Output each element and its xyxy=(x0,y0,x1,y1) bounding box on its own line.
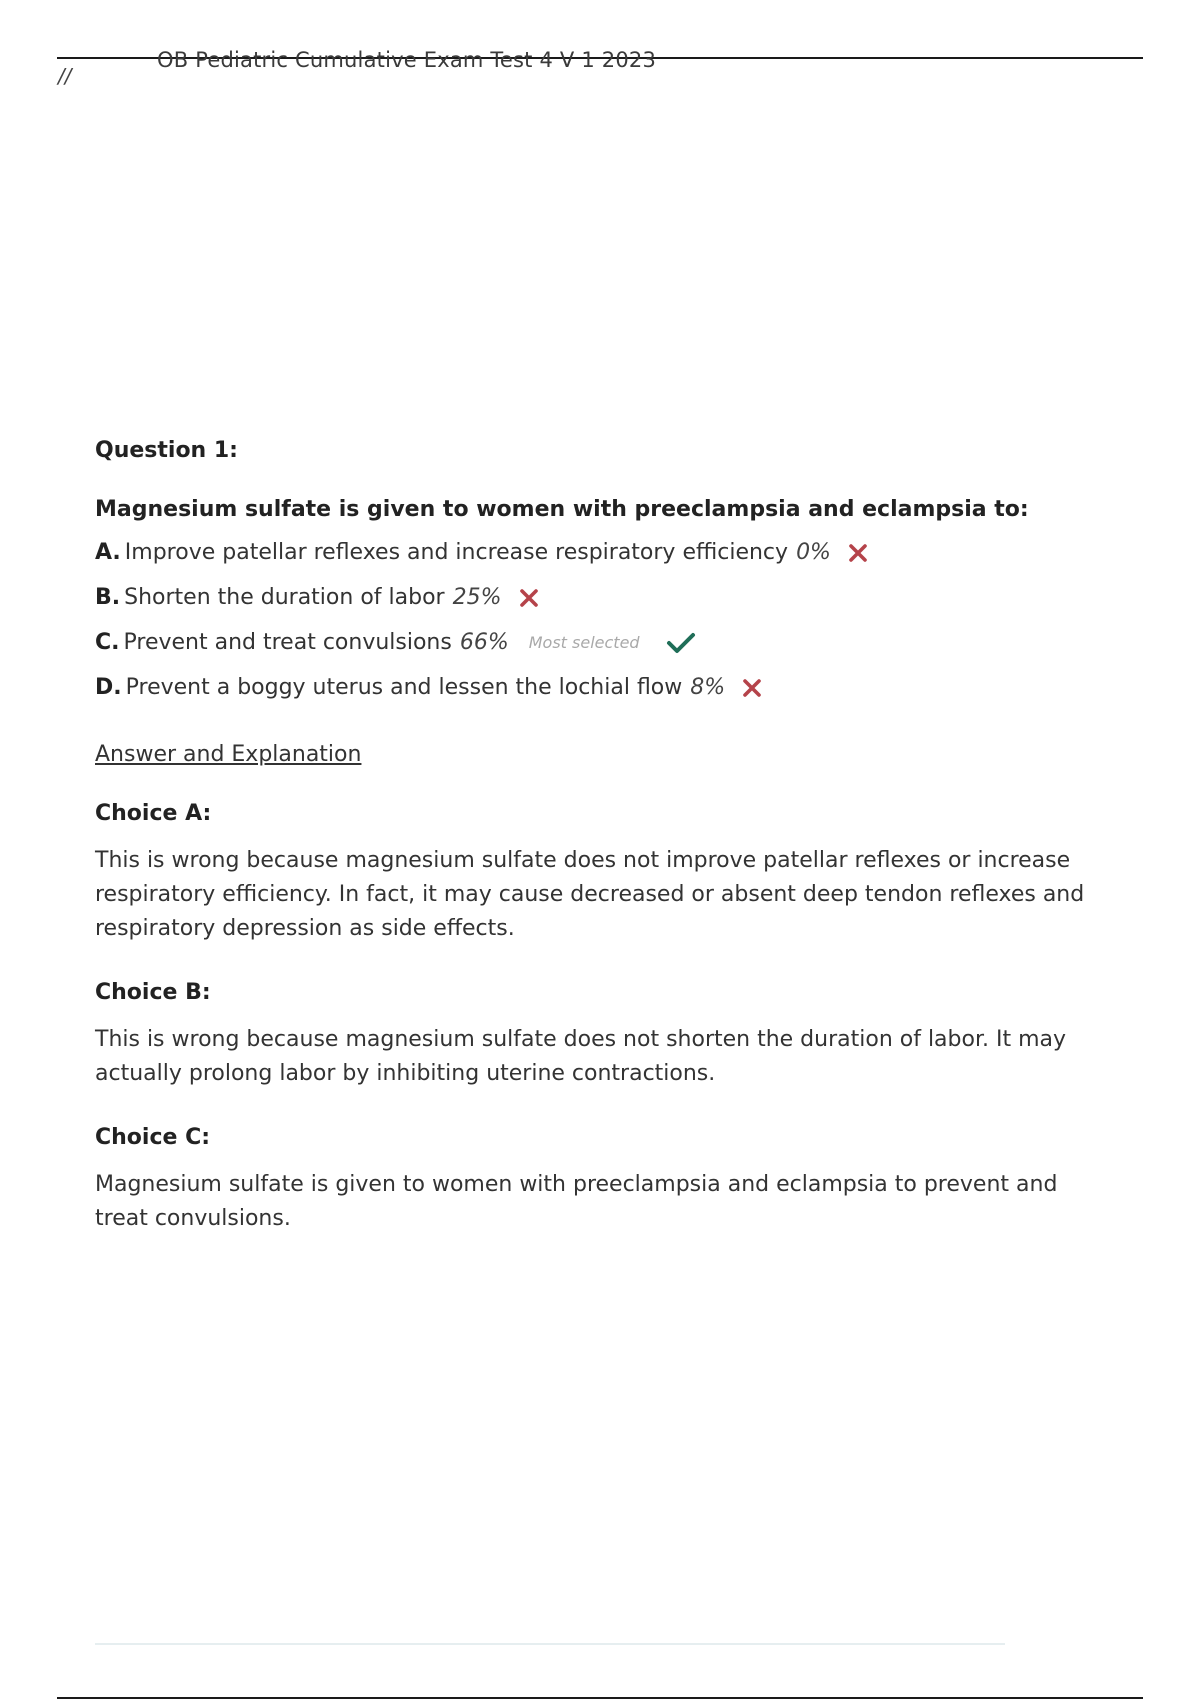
option-percent: 0% xyxy=(796,540,831,565)
choice-b-text: This is wrong because magnesium sulfate does not shorten the duration of labor. It may actually prolong labor by inhibiting uterine contractions. xyxy=(95,1027,1067,1086)
option-text: Improve patellar reflexes and increase respiratory efficiency xyxy=(124,540,789,565)
option-percent: 8% xyxy=(690,675,726,700)
option-letter: B. xyxy=(95,585,121,610)
option-c[interactable] xyxy=(95,628,1105,658)
check-icon xyxy=(666,631,696,655)
option-text: Prevent and treat convulsions xyxy=(123,630,452,655)
option-percent: 25% xyxy=(452,585,502,610)
option-text: Shorten the duration of labor xyxy=(124,585,445,610)
question-content xyxy=(95,438,1105,1270)
x-icon xyxy=(518,587,540,609)
footer-divider xyxy=(95,1643,1005,1645)
document-title: OB Pediatric Cumulative Exam Test 4 V 1 2023 xyxy=(157,48,657,72)
option-percent: 66% xyxy=(459,630,509,655)
choice-a-label: Choice A: xyxy=(95,801,212,826)
option-text: Prevent a boggy uterus and lessen the lochial flow xyxy=(125,675,683,700)
question-text: Magnesium sulfate is given to women with preeclampsia and eclampsia to: xyxy=(95,497,1029,522)
most-selected-badge: Most selected xyxy=(528,633,640,652)
option-letter: A. xyxy=(95,540,121,565)
x-icon xyxy=(847,542,869,564)
question-label: Question 1: xyxy=(95,438,238,463)
choice-a-text: This is wrong because magnesium sulfate does not improve patellar reflexes or increase respiratory efficiency. In fact, it may cause decreased or absent deep tendon reflexes and respiratory depression as side effects. xyxy=(95,848,1085,941)
option-b[interactable] xyxy=(95,583,1105,613)
choice-c-label: Choice C: xyxy=(95,1125,211,1150)
answer-explanation-link[interactable]: Answer and Explanation xyxy=(95,742,362,767)
option-d[interactable] xyxy=(95,673,1105,703)
option-a[interactable] xyxy=(95,538,1105,568)
x-icon xyxy=(741,677,763,699)
footer-rule xyxy=(57,1697,1143,1699)
page-marker: // xyxy=(58,64,72,88)
option-letter: C. xyxy=(95,630,120,655)
choice-b-label: Choice B: xyxy=(95,980,211,1005)
choice-c-text: Magnesium sulfate is given to women with preeclampsia and eclampsia to prevent and treat convulsions. xyxy=(95,1172,1058,1231)
option-letter: D. xyxy=(95,675,122,700)
